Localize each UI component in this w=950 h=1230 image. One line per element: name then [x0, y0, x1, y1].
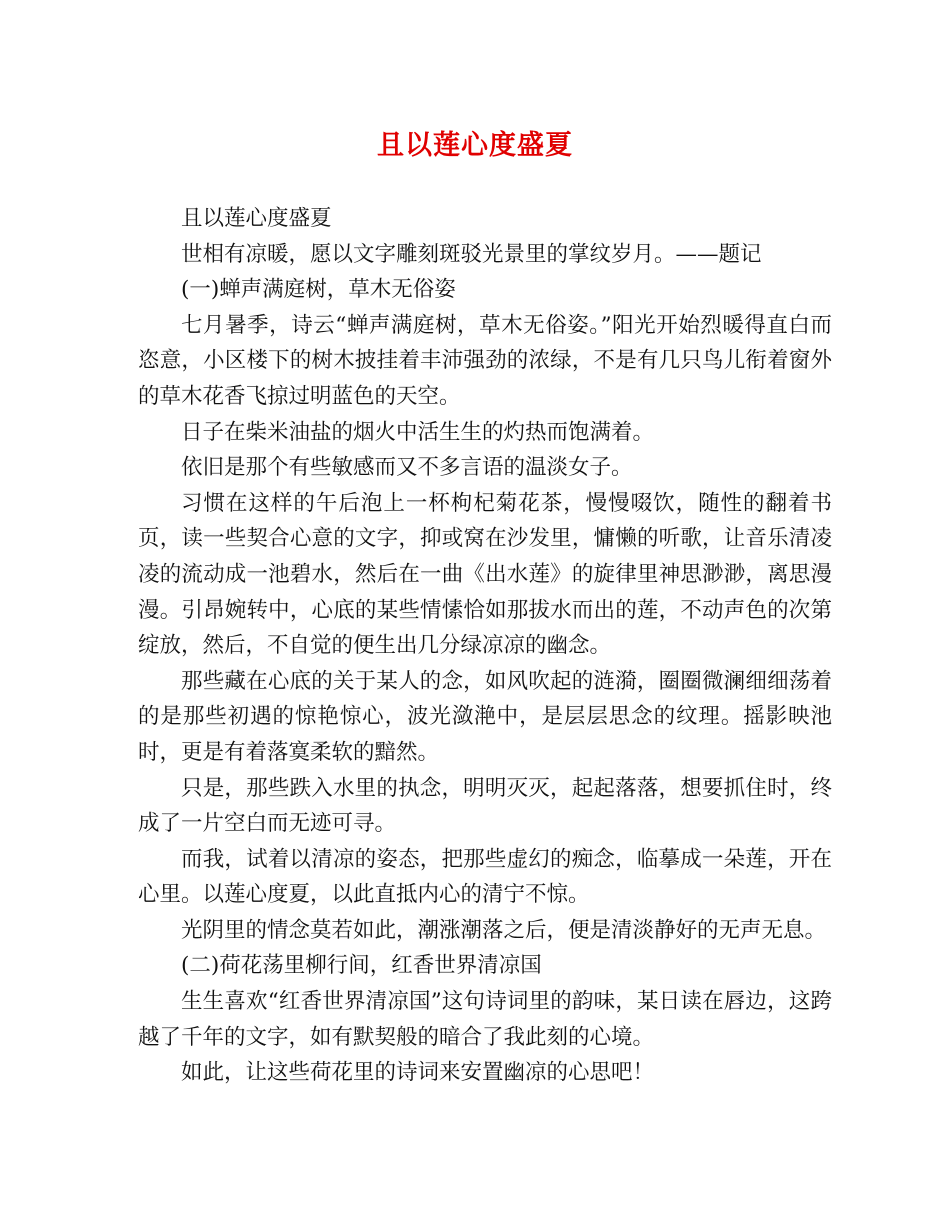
paragraph: 七月暑季，诗云“蝉声满庭树，草木无俗姿。”阳光开始烈暖得直白而恣意，小区楼下的树木披挂着丰沛强劲的浓绿，不是有几只鸟儿衔着窗外的草木花香飞掠过明蓝色的天空。: [138, 312, 832, 409]
section-heading-1: (一)蝉声满庭树，草木无俗姿: [181, 277, 456, 303]
paragraph: 而我，试着以清凉的姿态，把那些虚幻的痴念，临摹成一朵莲，开在心里。以莲心度夏，以此直抵内心的清宁不惊。: [138, 846, 832, 908]
paragraph: 依旧是那个有些敏感而又不多言语的温淡女子。: [181, 455, 633, 481]
paragraph: 生生喜欢“红香世界清凉国”这句诗词里的韵味，某日读在唇边，这跨越了千年的文字，如有默契般的暗合了我此刻的心境。: [138, 989, 832, 1050]
paragraph: 日子在柴米油盐的烟火中活生生的灼热而饱满着。: [181, 419, 655, 445]
paragraph-subtitle: 且以莲心度盛夏: [181, 206, 332, 231]
paragraph: 那些藏在心底的关于某人的念，如风吹起的涟漪，圈圈微澜细细荡着的是那些初遇的惊艳惊心，波光潋滟中，是层层思念的纹理。摇影映池时，更是有着落寞柔软的黯然。: [138, 668, 832, 765]
paragraph: 习惯在这样的午后泡上一杯枸杞菊花茶，慢慢啜饮，随性的翻着书页，读一些契合心意的文字，抑或窝在沙发里，慵懒的听歌，让音乐清凌凌的流动成一池碧水，然后在一曲《出水莲》的旋律里神思渺渺，离思漫漫。引昂婉转中，心底的某些情愫恰如那拔水而出的莲，不动声色的次第绽放，然后，不自觉的便生出几分绿凉凉的幽念。: [138, 490, 832, 659]
paragraph: 只是，那些跌入水里的执念，明明灭灭，起起落落，想要抓住时，终成了一片空白而无迹可寻。: [138, 775, 832, 837]
section-heading-2: (二)荷花荡里柳行间，红香世界清凉国: [181, 953, 542, 979]
paragraph: 如此，让这些荷花里的诗词来安置幽凉的心思吧！: [181, 1060, 655, 1086]
paragraph: 光阴里的情念莫若如此，潮涨潮落之后，便是清淡静好的无声无息。: [181, 917, 827, 943]
document-title: 且以莲心度盛夏: [377, 130, 573, 161]
paragraph-epigraph: 世相有凉暖，愿以文字雕刻斑驳光景里的掌纹岁月。——题记: [181, 241, 762, 267]
document-body: [138, 201, 832, 1091]
